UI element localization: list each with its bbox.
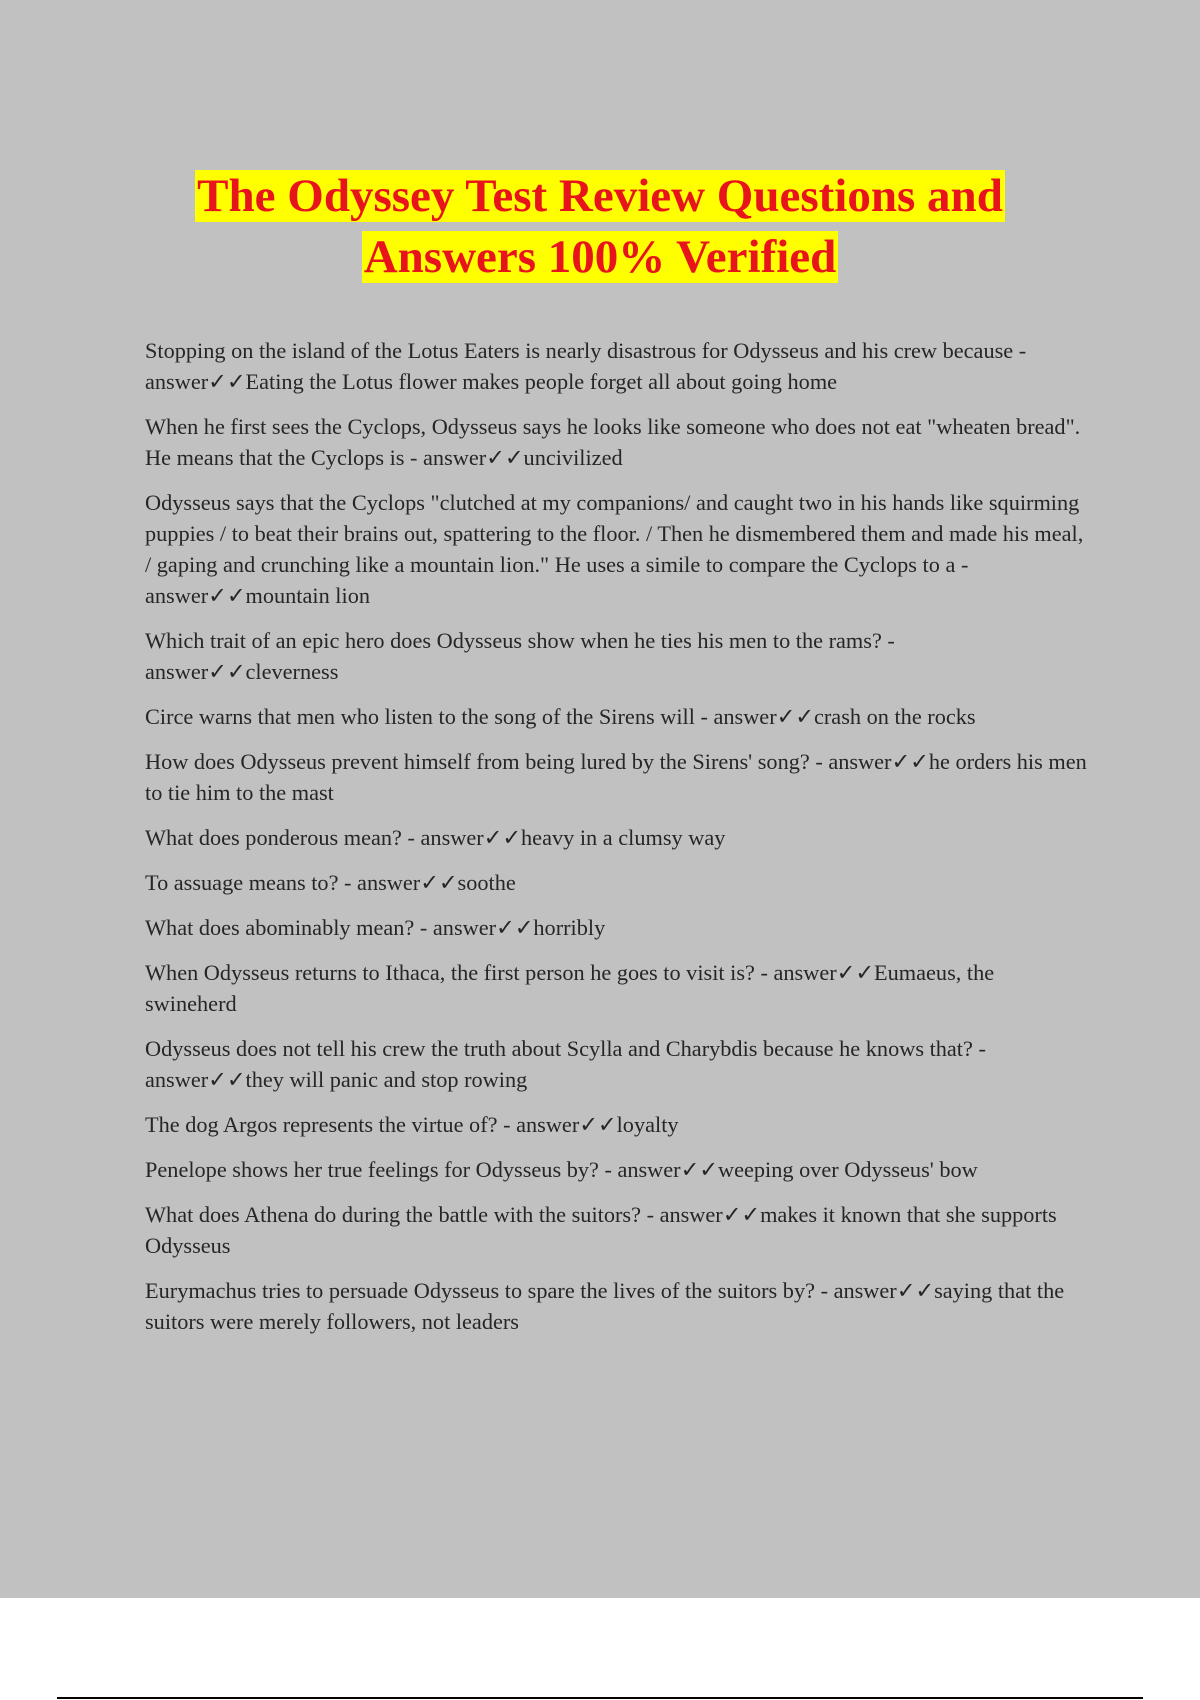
qa-item: When he first sees the Cyclops, Odysseus says he looks like someone who does not eat "wheaten bread". He means that the Cyclops is - answer✓✓uncivilized <box>145 414 1081 470</box>
qa-item: How does Odysseus prevent himself from being lured by the Sirens' song? - answer✓✓he orders his men to tie him to the mast <box>145 749 1087 805</box>
qa-item: What does abominably mean? - answer✓✓horribly <box>145 915 606 940</box>
title-line-2: Answers 100% Verified <box>363 231 837 283</box>
question-answer-list <box>145 335 1090 1351</box>
qa-item: Odysseus says that the Cyclops "clutched at my companions/ and caught two in his hands like squirming puppies / to beat their brains out, spattering to the floor. / Then he dismembered them and made his meal, / gaping and crunching like a mountain lion." He uses a simile to compare the Cyclops to a - answer✓✓mountain lion <box>145 490 1084 608</box>
qa-item: Stopping on the island of the Lotus Eaters is nearly disastrous for Odysseus and his crew because - answer✓✓Eating the Lotus flower makes people forget all about going home <box>145 338 1027 394</box>
qa-item: Eurymachus tries to persuade Odysseus to spare the lives of the suitors by? - answer✓✓saying that the suitors were merely followers, not leaders <box>145 1278 1065 1334</box>
qa-item: The dog Argos represents the virtue of? - answer✓✓loyalty <box>145 1112 679 1137</box>
qa-item: Odysseus does not tell his crew the truth about Scylla and Charybdis because he knows that? - answer✓✓they will panic and stop rowing <box>145 1036 986 1092</box>
qa-item: What does Athena do during the battle with the suitors? - answer✓✓makes it known that she supports Odysseus <box>145 1202 1057 1258</box>
qa-item: To assuage means to? - answer✓✓soothe <box>145 870 516 895</box>
qa-item: What does ponderous mean? - answer✓✓heavy in a clumsy way <box>145 825 726 850</box>
qa-item: Circe warns that men who listen to the song of the Sirens will - answer✓✓crash on the rocks <box>145 704 976 729</box>
qa-item: Penelope shows her true feelings for Odysseus by? - answer✓✓weeping over Odysseus' bow <box>145 1157 978 1182</box>
qa-item: Which trait of an epic hero does Odysseus show when he ties his men to the rams? - answer✓✓cleverness <box>145 628 895 684</box>
title-line-1: The Odyssey Test Review Questions and <box>197 170 1003 222</box>
footer-divider <box>57 1697 1143 1699</box>
qa-item: When Odysseus returns to Ithaca, the first person he goes to visit is? - answer✓✓Eumaeus, the swineherd <box>145 960 995 1016</box>
document-title <box>0 166 1200 288</box>
